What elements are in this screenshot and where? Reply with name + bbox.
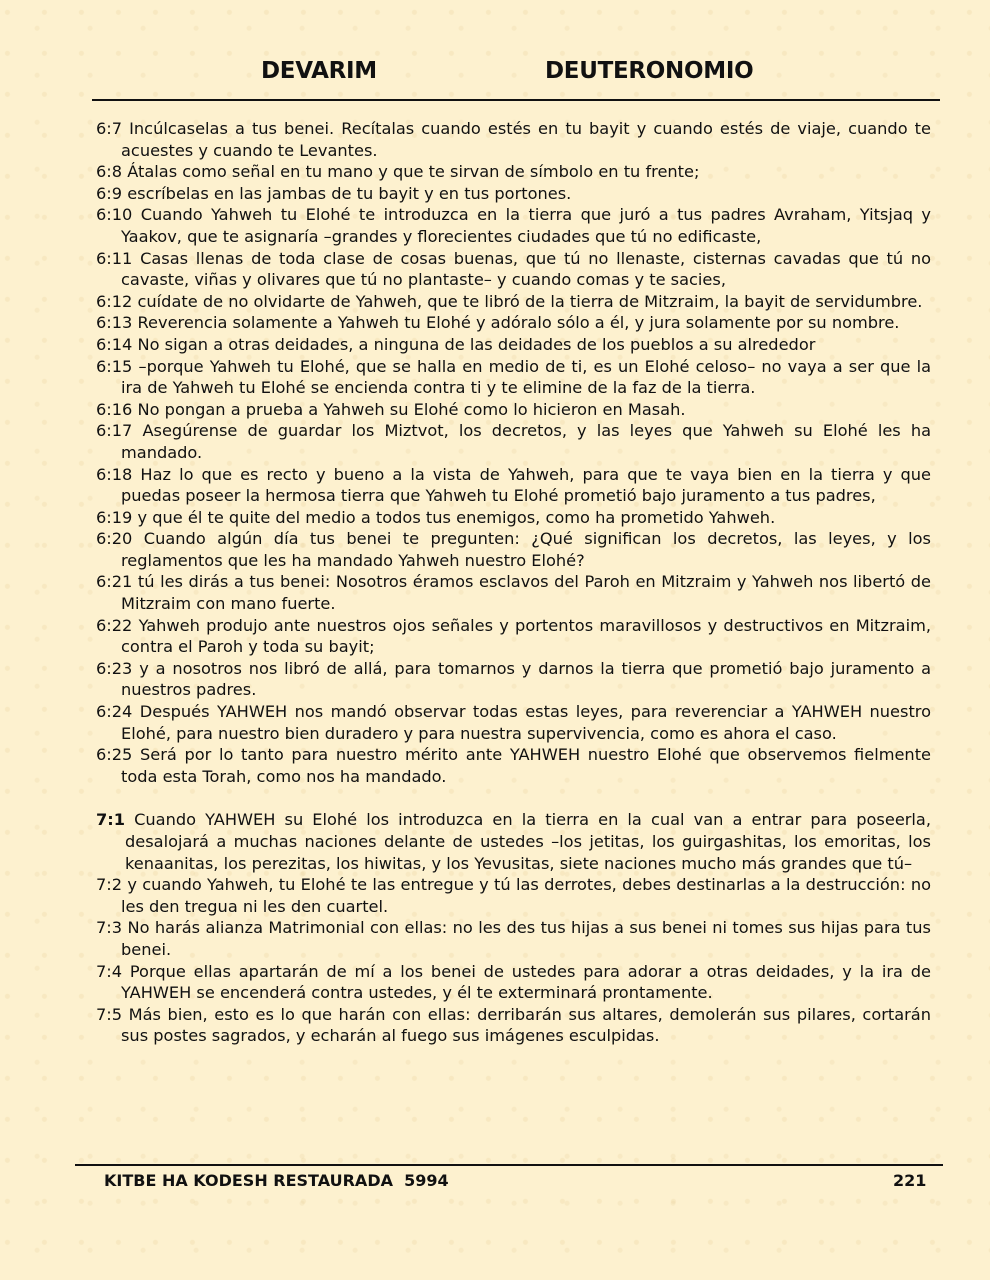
verse-text: Reverencia solamente a Yahweh tu Elohé y adóralo sólo a él, y jura solamente por su nombre. xyxy=(137,313,900,333)
verse-ref: 6:19 xyxy=(96,507,133,527)
verse xyxy=(96,961,931,1004)
verse-ref: 6:8 xyxy=(96,162,123,182)
verse-ref: 6:17 xyxy=(96,421,133,441)
footer-divider xyxy=(75,1164,943,1166)
verse-ref: 7:3 xyxy=(96,918,123,938)
verse-text: No harás alianza Matrimonial con ellas: no les des tus hijas a sus benei ni tomes sus hijas para tus benei. xyxy=(121,918,931,959)
verse-text: Asegúrense de guardar los Miztvot, los decretos, y las leyes que Yahweh su Elohé les ha mandado. xyxy=(121,421,931,462)
verse xyxy=(96,528,931,571)
verse-ref: 6:20 xyxy=(96,529,133,549)
scripture-text xyxy=(96,118,931,1047)
book-name-hebrew: DEVARIM xyxy=(261,58,377,84)
verse-ref: 6:23 xyxy=(96,658,133,678)
verse xyxy=(96,399,931,421)
verse xyxy=(96,334,931,356)
verse xyxy=(96,658,931,701)
verse xyxy=(96,874,931,917)
footer-book-title: KITBE HA KODESH RESTAURADA 5994 xyxy=(104,1171,449,1190)
verse xyxy=(96,615,931,658)
verse xyxy=(96,248,931,291)
header-divider xyxy=(92,99,940,101)
verse xyxy=(96,1004,931,1047)
verse xyxy=(96,356,931,399)
verse xyxy=(96,183,931,205)
verse xyxy=(96,291,931,313)
verse-text: y que él te quite del medio a todos tus enemigos, como ha prometido Yahweh. xyxy=(137,507,776,527)
verse-ref: 7:1 xyxy=(96,810,125,830)
verse-ref: 6:15 xyxy=(96,356,133,376)
book-name-spanish: DEUTERONOMIO xyxy=(545,58,754,84)
verse xyxy=(96,464,931,507)
verse-text: Después YAHWEH nos mandó observar todas estas leyes, para reverenciar a YAHWEH nuestro Elohé, para nuestro bien duradero y para nuestra supervivencia, como es ahora el caso. xyxy=(121,702,931,743)
page-header xyxy=(0,58,990,88)
verse-ref: 6:13 xyxy=(96,313,133,333)
verse-ref: 6:7 xyxy=(96,119,123,138)
verse-ref: 6:18 xyxy=(96,464,133,484)
verse-text: Casas llenas de toda clase de cosas buenas, que tú no llenaste, cisternas cavadas que tú no cavaste, viñas y olivares que tú no plantaste– y cuando comas y te sacies, xyxy=(121,248,932,290)
verse-text: Haz lo que es recto y bueno a la vista de Yahweh, para que te vaya bien en la tierra y que puedas poseer la hermosa tierra que Yahweh tu Elohé prometió bajo juramento a tus padres, xyxy=(121,464,931,506)
verse-ref: 6:21 xyxy=(96,572,133,592)
verse xyxy=(96,204,931,247)
verse-text: Será por lo tanto para nuestro mérito ante YAHWEH nuestro Elohé que observemos fielmente toda esta Torah, como nos ha mandado. xyxy=(121,745,931,786)
verse-text: Incúlcaselas a tus benei. Recítalas cuando estés en tu bayit y cuando estés de viaje, cuando te acuestes y cuando te Levantes. xyxy=(121,119,931,160)
verse-text: Yahweh produjo ante nuestros ojos señales y portentos maravillosos y destructivos en Mitzraim, contra el Paroh y toda su bayit; xyxy=(121,615,931,657)
verse-text: No pongan a prueba a Yahweh su Elohé como lo hicieron en Masah. xyxy=(137,399,686,419)
page-number: 221 xyxy=(893,1171,927,1190)
verse-text: Cuando algún día tus benei te pregunten: ¿Qué significan los decretos, las leyes, y los reglamentos que les ha mandado Yahweh nuestro Elohé? xyxy=(121,529,931,570)
verse-text: Átalas como señal en tu mano y que te sirvan de símbolo en tu frente; xyxy=(127,162,700,182)
verse-text: –porque Yahweh tu Elohé, que se halla en medio de ti, es un Elohé celoso– no vaya a ser que la ira de Yahweh tu Elohé se encienda contra ti y te elimine de la faz de la tierra. xyxy=(121,356,931,398)
verse-ref: 7:4 xyxy=(96,961,123,981)
verse-ref: 6:14 xyxy=(96,334,133,354)
verse-ref: 6:22 xyxy=(96,615,133,635)
verse-ref: 6:12 xyxy=(96,291,133,311)
verse xyxy=(96,118,931,161)
verse xyxy=(96,507,931,529)
verse-text: No sigan a otras deidades, a ninguna de las deidades de los pueblos a su alrededor xyxy=(137,334,816,354)
verse-text: y a nosotros nos libró de allá, para tomarnos y darnos la tierra que prometió bajo juramento a nuestros padres. xyxy=(121,658,932,700)
verse-text: Cuando YAHWEH su Elohé los introduzca en la tierra en la cual van a entrar para poseerla, desalojará a muchas naciones delante de ustedes –los jetitas, los guirgashitas, los emoritas, los kenaanitas, los perezitas, los hiwitas, y los Yevusitas, siete naciones mucho más grandes que tú– xyxy=(125,810,931,873)
verse-ref: 6:24 xyxy=(96,702,133,722)
verse xyxy=(96,161,931,183)
chapter-start-verse xyxy=(96,809,931,874)
verse-text: y cuando Yahweh, tu Elohé te las entregue y tú las derrotes, debes destinarlas a la destrucción: no les den tregua ni les den cuartel. xyxy=(121,875,931,916)
verse-text: tú les dirás a tus benei: Nosotros éramos esclavos del Paroh en Mitzraim y Yahweh nos libertó de Mitzraim con mano fuerte. xyxy=(121,572,931,614)
verse xyxy=(96,571,931,614)
verse-ref: 6:11 xyxy=(96,248,133,268)
verse-text: Porque ellas apartarán de mí a los benei de ustedes para adorar a otras deidades, y la ira de YAHWEH se encenderá contra ustedes, y él te exterminará prontamente. xyxy=(121,961,931,1003)
verse xyxy=(96,420,931,463)
verse-text: Cuando Yahweh tu Elohé te introduzca en la tierra que juró a tus padres Avraham, Yitsjaq y Yaakov, que te asignaría –grandes y florecientes ciudades que tú no edificaste, xyxy=(121,205,931,246)
verse-ref: 6:16 xyxy=(96,399,133,419)
verse-text: cuídate de no olvidarte de Yahweh, que te libró de la tierra de Mitzraim, la bayit de servidumbre. xyxy=(137,291,923,311)
verse-text: Más bien, esto es lo que harán con ellas: derribarán sus altares, demolerán sus pilares, cortarán sus postes sagrados, y echarán al fuego sus imágenes esculpidas. xyxy=(121,1004,931,1046)
verse-ref: 6:10 xyxy=(96,205,133,225)
verse xyxy=(96,917,931,960)
verse-ref: 7:5 xyxy=(96,1004,123,1024)
verse-ref: 6:25 xyxy=(96,745,133,765)
verse xyxy=(96,701,931,744)
verse-ref: 7:2 xyxy=(96,875,123,895)
verse-text: escríbelas en las jambas de tu bayit y en tus portones. xyxy=(127,183,572,203)
verse xyxy=(96,744,931,787)
verse xyxy=(96,312,931,334)
verse-ref: 6:9 xyxy=(96,183,123,203)
